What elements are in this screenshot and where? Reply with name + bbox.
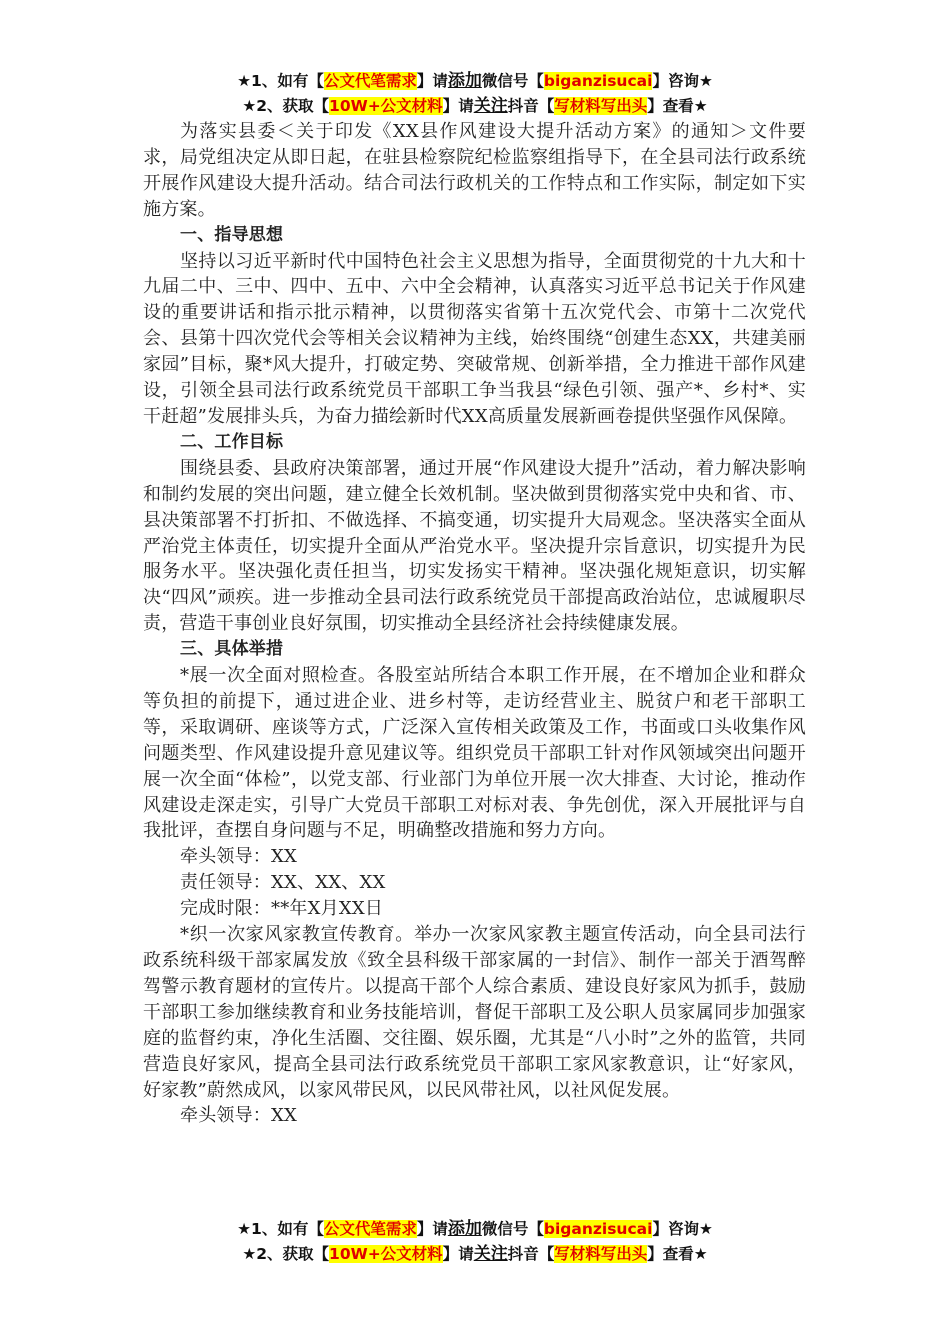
banner-text: 微信号【 [481,72,544,90]
banner-text: 】请 [442,97,474,115]
intro-paragraph: 为落实县委＜关于印发《XX县作风建设大提升活动方案》的通知＞文件要求，局党组决定从即日起，在驻县检察院纪检监察组指导下，在全县司法行政系统开展作风建设大提升活动。结合司法行政机关的工作特点和工作实际，制定如下实施方案。 [143,121,806,220]
lead-leader-line-2: 牵头领导：XX [180,1105,298,1127]
lead-leader-line: 牵头领导：XX [180,846,298,868]
banner-text: 】咨询★ [652,1220,713,1238]
banner-highlight: biganzisucai [543,72,653,90]
paragraph-measure-1: *展一次全面对照检查。各股室站所结合本职工作开展，在不增加企业和群众等负担的前提下，通过进企业、进乡村等，走访经营业主、脱贫户和老干部职工等，采取调研、座谈等方式，广泛深入宣传相关政策及工作，书面或口头收集作风问题类型、作风建设提升意见建议等。组织党员干部职工针对作风领域突出问题开展一次全面“体检”，以党支部、行业部门为单位开展一次大排查、大讨论，推动作风建设走深走实，引导广大党员干部职工对标对表、争先创优，深入开展批评与自我批评，查摆自身问题与不足，明确整改措施和努力方向。 [143,665,806,842]
banner-text: 】请 [416,72,448,90]
banner-highlight: 写材料写出头 [554,97,648,115]
banner-underlined: 关注 [473,96,508,116]
section-heading-guiding-ideology: 一、指导思想 [180,224,284,245]
banner-text: ★2、获取【 [242,97,330,115]
banner-text: 抖音【 [507,97,555,115]
banner-highlight: 写材料写出头 [554,1245,648,1263]
banner-text: 】请 [416,1220,448,1238]
promo-banner-bottom-line1 [0,1217,950,1242]
section-heading-specific-measures: 三、具体举措 [180,639,284,660]
paragraph-work-goals: 围绕县委、县政府决策部署，通过开展“作风建设大提升”活动，着力解决影响和制约发展的突出问题，建立健全长效机制。坚决做到贯彻落实党中央和省、市、县决策部署不打折扣、不做选择、不搞变通，切实提升大局观念。坚决落实全面从严治党主体责任，切实提升全面从严治党水平。坚决提升宗旨意识，切实提升为民服务水平。坚决强化责任担当，切实发扬实干精神。坚决强化规矩意识，切实解决“四风”顽疾。进一步推动全县司法行政系统党员干部提高政治站位，忠诚履职尽责，营造干事创业良好氛围，切实推动全县经济社会持续健康发展。 [143,457,806,635]
banner-highlight: 公文代笔需求 [323,1220,417,1238]
banner-highlight: 10W+公文材料 [329,1245,443,1263]
banner-underlined: 添加 [447,1219,482,1239]
paragraph-measure-2: *织一次家风家教宣传教育。举办一次家风家教主题宣传活动，向全县司法行政系统科级干部家属发放《致全县科级干部家属的一封信》、制作一部关于酒驾醉驾警示教育题材的宣传片。以提高干部个人综合素质、建设良好家风为抓手，鼓励干部职工参加继续教育和业务技能培训，督促干部职工及公职人员家属同步加强家庭的监督约束，净化生活圈、交往圈、娱乐圈，尤其是“八小时”之外的监管，共同营造良好家风，提高全县司法行政系统党员干部职工家风家教意识，让“好家风，好家教”蔚然成风，以家风带民风，以民风带社风，以社风促发展。 [143,924,806,1101]
banner-text: ★1、如有【 [237,72,324,90]
banner-highlight: 10W+公文材料 [329,97,443,115]
promo-banner-top-line2 [0,94,950,119]
banner-highlight: 公文代笔需求 [323,72,417,90]
paragraph-guiding-ideology: 坚持以习近平新时代中国特色社会主义思想为指导，全面贯彻党的十九大和十九届二中、三中、四中、五中、六中全会精神，认真落实习近平总书记关于作风建设的重要讲话和指示批示精神，以贯彻落实省第十五次党代会、市第十二次党代会、县第十四次党代会等相关会议精神为主线，始终围绕“创建生态XX，共建美丽家园”目标，聚*风大提升，打破定势、突破常规、创新举措，全力推进干部作风建设，引领全县司法行政系统党员干部职工争当我县“绿色引领、强产*、乡村*、实干赶超”发展排头兵，为奋力描绘新时代XX高质量发展新画卷提供坚强作风保障。 [143,250,806,427]
banner-underlined: 关注 [473,1244,508,1264]
banner-text: 】咨询★ [652,72,713,90]
banner-text: 抖音【 [507,1245,555,1263]
banner-highlight: biganzisucai [543,1220,653,1238]
banner-text: 】查看★ [647,97,708,115]
banner-text: 】查看★ [647,1245,708,1263]
section-heading-work-goals: 二、工作目标 [180,431,284,452]
banner-text: 】请 [442,1245,474,1263]
banner-underlined: 添加 [447,71,482,91]
banner-text: ★2、获取【 [242,1245,330,1263]
banner-text: 微信号【 [481,1220,544,1238]
promo-banner-top-line1 [0,69,950,94]
responsible-leader-line: 责任领导：XX、XX、XX [180,872,386,894]
document-body [143,119,806,1129]
promo-banner-bottom-line2 [0,1242,950,1267]
deadline-line: 完成时限：**年X月XX日 [180,898,384,920]
banner-text: ★1、如有【 [237,1220,324,1238]
